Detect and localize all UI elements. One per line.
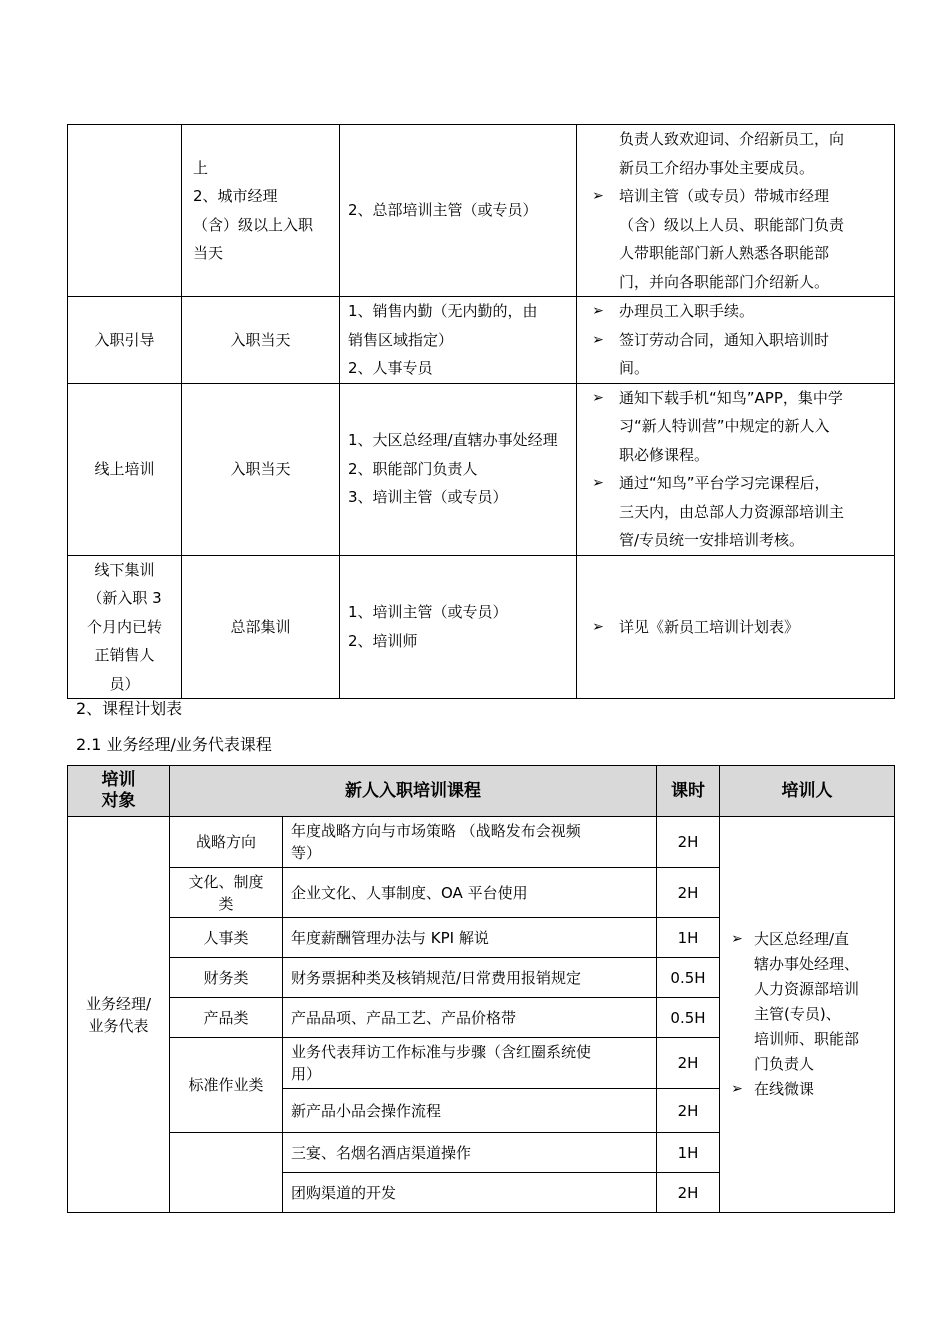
text-line: 等） [291,844,322,862]
hours-cell: 1H [657,1133,720,1173]
time-cell: 入职当天 [182,383,340,555]
text-line: 业务经理/ [85,994,152,1013]
text-line: 办理员工入职手续。 [619,302,755,320]
text-line: 业务代表 [88,1016,149,1035]
subsection-heading: 2.1 业务经理/业务代表课程 [76,735,272,754]
text-line: 人带职能部门新人熟悉各职能部 [619,244,830,262]
table-row [68,383,895,555]
text-line: 2、总部培训主管（或专员） [348,201,538,220]
category-cell [170,1038,283,1133]
text-line: 门负责人 [754,1055,815,1073]
text-line: 2、人事专员 [348,359,433,377]
text-line: 上 [193,158,209,177]
text-line: 管/专员统一安排培训考核。 [619,531,805,549]
text-line: 2、城市经理 [193,187,278,205]
text-line: 3、培训主管（或专员） [348,488,508,507]
text-line: 通知下载手机“知鸟”APP，集中学 [619,388,843,407]
section-heading: 2、课程计划表 [76,699,183,718]
header-target [68,766,170,817]
text-line: 职必修课程。 [619,445,710,464]
arrowhead-bullet-icon: ➢ [592,475,604,491]
category-cell [170,958,283,998]
content-cell [577,555,895,699]
hours-cell: 2H [657,817,720,868]
arrowhead-bullet-icon: ➢ [592,331,604,348]
text-line: 1、大区总经理/直辖办事处经理 [348,431,558,450]
content-cell [577,125,895,297]
text-line: 正销售人 [94,646,155,664]
stage-cell [68,555,182,699]
text-line: 新员工介绍办事处主要成员。 [619,158,815,177]
bullet-item [577,613,894,642]
course-plan-table [67,765,895,1213]
time-cell: 入职当天 [182,297,340,384]
category-cell [170,998,283,1038]
table-row [68,555,895,699]
text-line: 负责人致欢迎词、介绍新员工，向 [619,130,845,148]
arrowhead-bullet-icon: ➢ [731,931,743,947]
text-line: （新入职 3 [87,589,162,607]
text-line: 类 [218,894,234,913]
stage-cell: 线上培训 [68,383,182,555]
text-line: 主管(专员)、 [754,1005,841,1023]
table-row [68,817,895,868]
text-line: 财务类 [203,968,249,987]
header-hours: 课时 [657,766,720,817]
time-cell: 总部集训 [182,555,340,699]
table-row [68,297,895,384]
course-cell [283,1133,657,1173]
text-line: 产品类 [203,1008,249,1027]
text-line: 当天 [193,244,224,262]
stage-cell [68,125,182,297]
hours-cell: 2H [657,1089,720,1133]
text-line: 2、培训师 [348,631,418,650]
content-cell [577,383,895,555]
arrowhead-bullet-icon: ➢ [592,303,604,319]
text-line: 战略方向 [195,833,256,851]
text-line: 三天内，由总部人力资源部培训主 [619,502,845,521]
text-line: 2、职能部门负责人 [348,459,478,478]
course-cell [283,1173,657,1213]
course-cell [283,958,657,998]
text-line: 签订劳动合同，通知入职培训时 [619,330,830,349]
owner-cell [340,125,577,297]
text-line: 新产品小品会操作流程 [291,1101,442,1120]
bullet-item [577,384,894,470]
owner-cell [340,555,577,699]
bullet-item [720,927,894,1077]
text-line: 销售区域指定） [348,330,454,349]
bullet-item [577,297,894,326]
owner-cell [340,297,577,384]
text-line: 大区总经理/直 [754,930,850,948]
text-line: 通过“知鸟”平台学习完课程后， [619,474,830,492]
text-line: 1、培训主管（或专员） [348,603,508,622]
arrowhead-bullet-icon: ➢ [592,188,604,204]
owner-cell [340,383,577,555]
text-line: 业务代表拜访工作标准与步骤（含红圈系统使 [291,1043,592,1061]
arrowhead-bullet-icon: ➢ [592,389,604,406]
text-line: （含）级以上人员、职能部门负责 [619,215,845,234]
text-line: 财务票据种类及核销规范/日常费用报销规定 [291,968,582,987]
text-line: 产品品项、产品工艺、产品价格带 [291,1008,517,1027]
onboarding-process-table [67,124,895,699]
bullet-item [577,326,894,383]
text-line: 用） [291,1065,322,1083]
bullet-item [577,182,894,296]
hours-cell: 0.5H [657,958,720,998]
text-line: 团购渠道的开发 [291,1183,397,1202]
text-line: 培训师、职能部 [754,1030,860,1048]
text-line: 三宴、名烟名酒店渠道操作 [291,1143,472,1162]
arrowhead-bullet-icon: ➢ [592,618,604,635]
text-line: 间。 [619,359,650,377]
course-cell [283,998,657,1038]
text-line: （含）级以上入职 [193,215,314,234]
target-cell [68,817,170,1213]
text-line: 习“新人特训营”中规定的新人入 [619,417,830,435]
table-row [68,125,895,297]
text-line: 1、销售内勤（无内勤的，由 [348,302,538,320]
text-line: 企业文化、人事制度、OA 平台使用 [291,883,528,902]
text-line: 人力资源部培训 [754,980,860,998]
category-cell [170,1133,283,1213]
text-line: 在线微课 [754,1080,815,1098]
category-cell [170,868,283,918]
hours-cell: 2H [657,868,720,918]
course-cell [283,1089,657,1133]
text-line: 门，并向各职能部门介绍新人。 [619,272,830,291]
text-line: 文化、制度 [188,872,264,891]
text-line: 培训主管（或专员）带城市经理 [619,187,830,205]
text-line: 线下集训 [94,560,155,579]
bullet-item [577,469,894,555]
course-cell [283,918,657,958]
text-line: 辖办事处经理、 [754,955,860,973]
hours-cell: 1H [657,918,720,958]
text-line: 对象 [101,791,136,811]
content-cell [577,297,895,384]
hours-cell: 2H [657,1173,720,1213]
course-cell [283,1038,657,1089]
header-trainer: 培训人 [720,766,895,817]
arrowhead-bullet-icon: ➢ [731,1081,743,1097]
text-line: 人事类 [203,928,249,947]
trainer-cell [720,817,895,1213]
hours-cell: 0.5H [657,998,720,1038]
bullet-item [720,1077,894,1102]
course-cell [283,868,657,918]
category-cell [170,918,283,958]
text-line: 标准作业类 [188,1076,264,1094]
time-cell [182,125,340,297]
text-line: 个月内已转 [86,617,162,636]
text-line: 员） [109,674,140,693]
hours-cell: 2H [657,1038,720,1089]
table-header-row [68,766,895,817]
category-cell [170,817,283,868]
course-cell [283,817,657,868]
text-line: 年度战略方向与市场策略 （战略发布会视频 [291,822,581,840]
header-course: 新人入职培训课程 [170,766,657,817]
text-line: 年度薪酬管理办法与 KPI 解说 [291,928,489,947]
stage-cell: 入职引导 [68,297,182,384]
text-line: 详见《新员工培训计划表》 [619,617,800,636]
text-line: 培训 [101,770,136,790]
